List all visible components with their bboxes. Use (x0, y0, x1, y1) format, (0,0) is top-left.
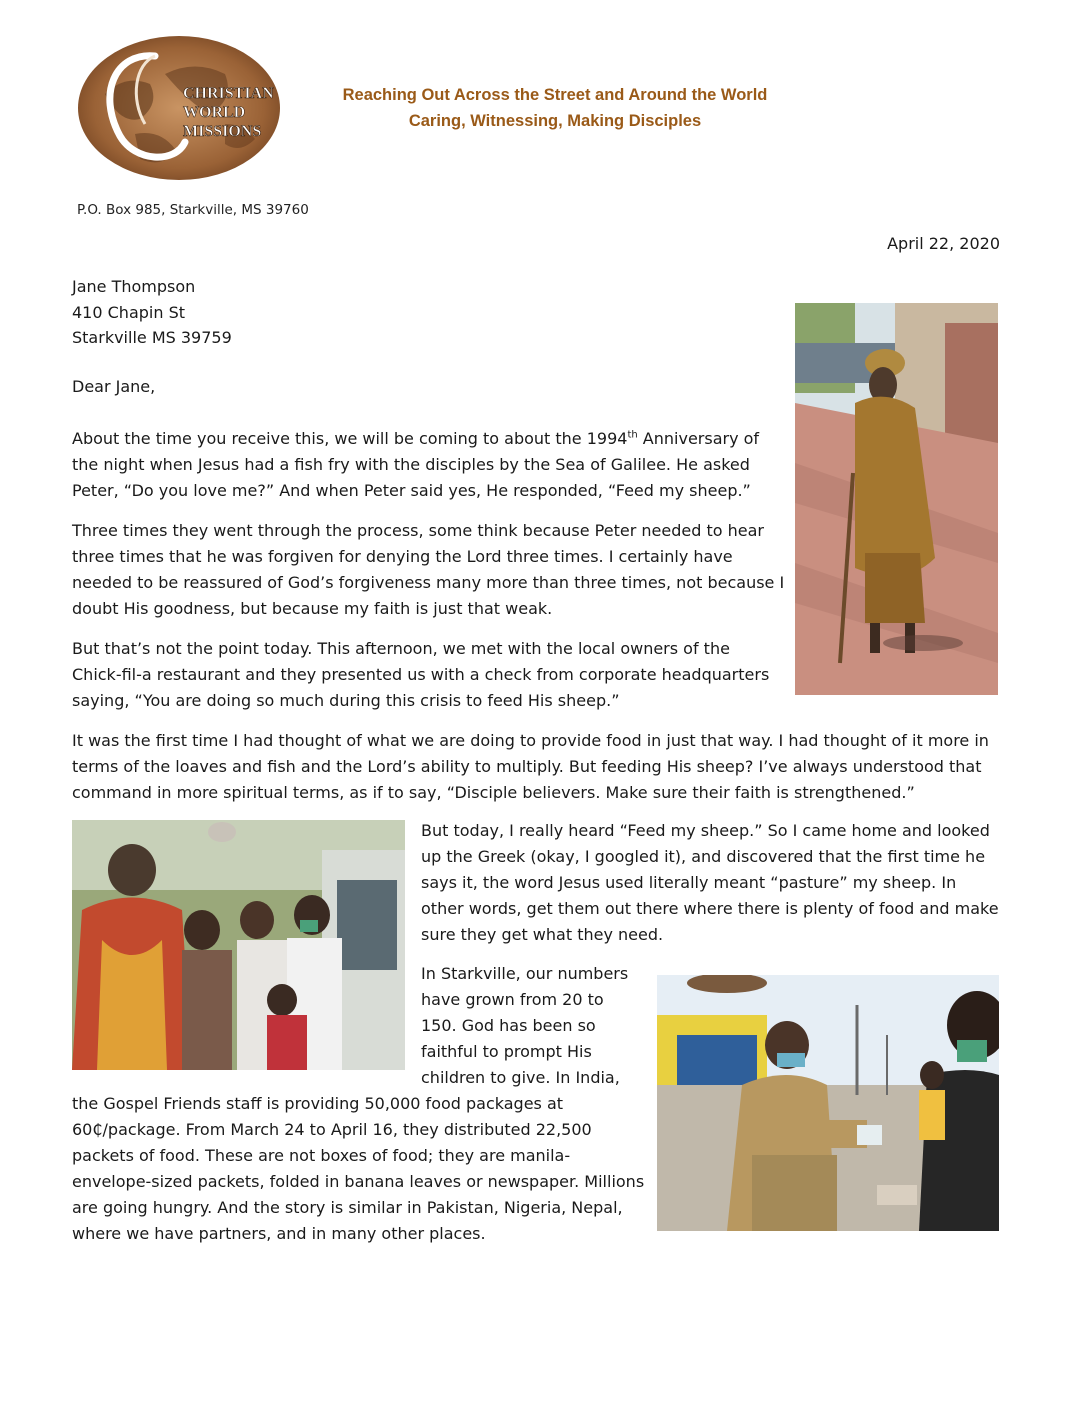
recipient-name: Jane Thompson (72, 277, 196, 296)
ordinal-suffix: th (627, 429, 638, 441)
logo-text-world: WORLD (183, 104, 246, 121)
paragraph-5: But today, I really heard “Feed my sheep.” So I came home and looked up the Greek (okay, I googled it), and discovered that the first time he says it, the word Jesus used literally meant “pasture” my sheep. In other words, get them out there where there is plenty of food and make sure they get what they need. (421, 821, 999, 944)
greeting: Dear Jane, (72, 377, 156, 396)
paragraph-1-start: About the time you receive this, we will be coming to about the 1994 (72, 429, 628, 448)
tagline-line-2: Caring, Witnessing, Making Disciples (408, 112, 702, 130)
photo-food-distribution-crowd (72, 820, 405, 1070)
paragraph-6-line: faithful to prompt His (421, 1042, 592, 1061)
logo-text-christian: CHRISTIAN (183, 85, 274, 102)
recipient-street: 410 Chapin St (72, 302, 185, 322)
paragraph-6-line: have grown from 20 to (421, 990, 604, 1009)
paragraph-2: Three times they went through the process, some think because Peter needed to hear three times that he was forgiven for denying the Lord three times. I certainly have needed to be reassured of God’s forgiveness many more than three times, not because I doubt His goodness, but because my faith is just that weak. (72, 521, 785, 618)
paragraph-6-line: In Starkville, our numbers (421, 964, 629, 983)
paragraph-1-end: Anniversary of the night when Jesus had a fish fry with the disciples by the Sea of Galilee. He asked Peter, “Do you love me?” And when Peter said yes, He responded, “Feed my sheep.” (72, 429, 760, 500)
recipient-city: Starkville MS 39759 (72, 328, 232, 347)
recipient-address (72, 274, 232, 351)
logo-text-missions: MISSIONS (183, 123, 262, 140)
sender-address: P.O. Box 985, Starkville, MS 39760 (77, 202, 309, 218)
christian-world-missions-logo (75, 24, 283, 186)
photo-officer-handing-food (657, 975, 999, 1231)
paragraph-3: But that’s not the point today. This afternoon, we met with the local owners of the Chick-fil-a restaurant and they presented us with a check from corporate headquarters saying, “You are doing so much during this crisis to feed His sheep.” (72, 639, 770, 710)
letter-date: April 22, 2020 (887, 234, 1000, 253)
paragraph-1 (72, 426, 782, 504)
photo-elderly-man-with-cane (795, 303, 998, 695)
tagline-line-1: Reaching Out Across the Street and Around the World (342, 86, 768, 104)
paragraph-6-line: children to give. In India, (421, 1068, 620, 1087)
paragraph-6-rest: the Gospel Friends staff is providing 50,000 food packages at 60₵/package. From March 24 to April 16, they distributed 22,500 packets of food. These are not boxes of food; they are manila-envelope-sized packets, folded in banana leaves or newspaper. Millions are going hungry. And the story is similar in Pakistan, Nigeria, Nepal, where we have partners, and in many other places. (72, 1094, 645, 1243)
paragraph-4: It was the first time I had thought of what we are doing to provide food in just that way. I had thought of it more in terms of the loaves and fish and the Lord’s ability to multiply. But feeding His sheep? I’ve always understood that command in more spiritual terms, as if to say, “Disciple believers. Make sure their faith is strengthened.” (72, 731, 989, 802)
paragraph-6-line: 150. God has been so (421, 1016, 596, 1035)
